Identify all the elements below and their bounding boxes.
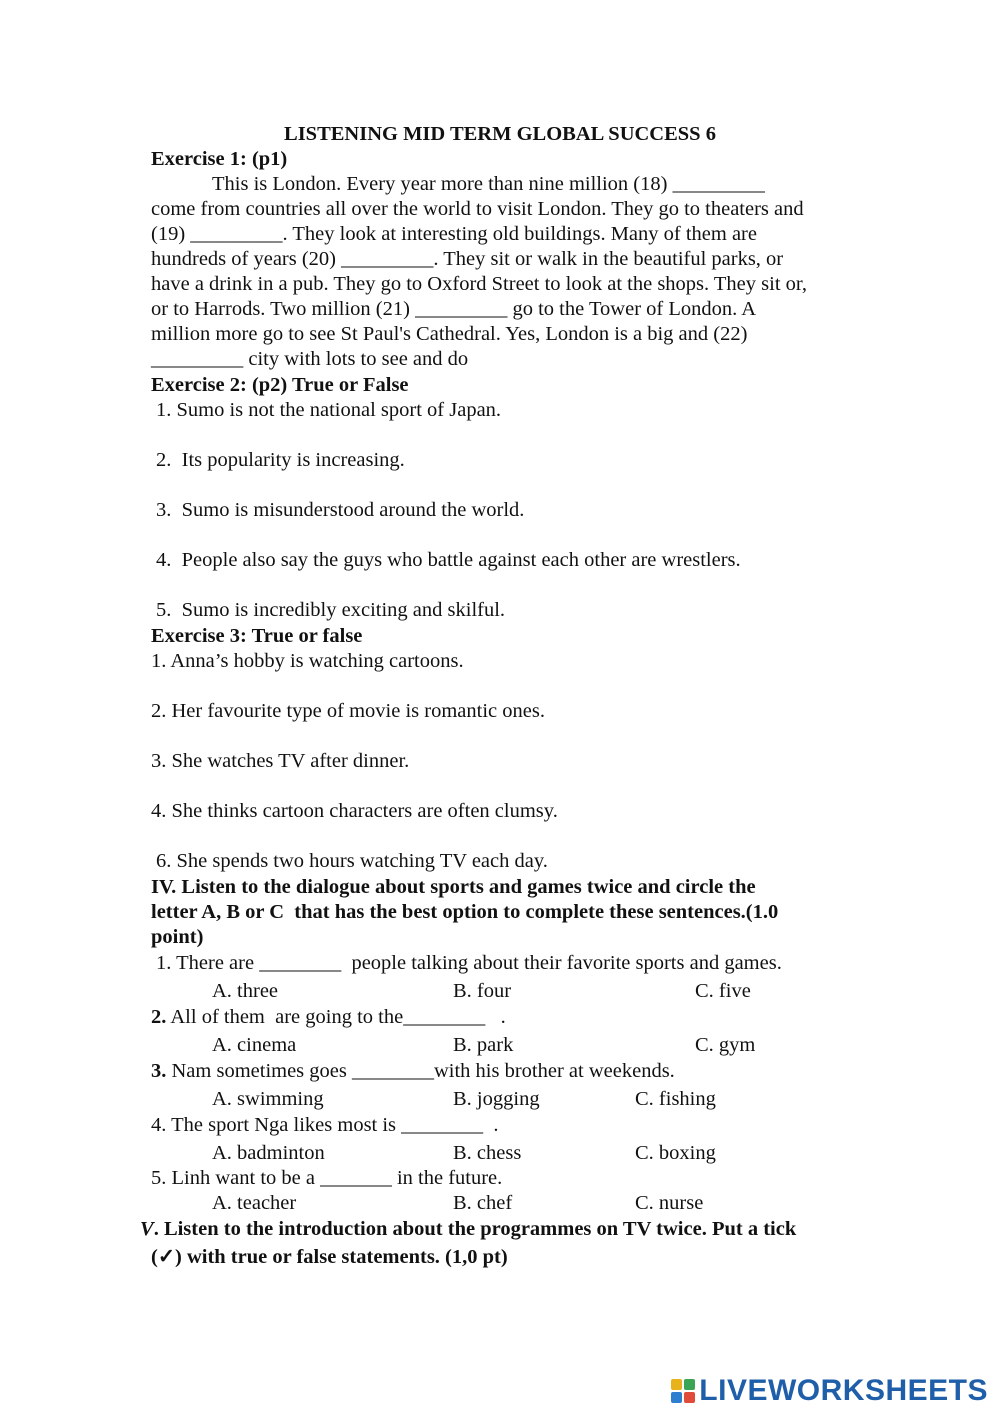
option-b[interactable]: B. chef	[453, 1192, 513, 1214]
question-number: 3.	[151, 1060, 167, 1082]
exercise-2-item: 5. Sumo is incredibly exciting and skilful.	[156, 599, 506, 621]
question-1	[156, 951, 782, 976]
question-number: 4.	[151, 1114, 167, 1136]
exercise-3-item: 3. She watches TV after dinner.	[151, 750, 410, 772]
option-c[interactable]: C. nurse	[635, 1192, 704, 1214]
question-5	[151, 1166, 502, 1191]
exercise-2-item: 2. Its popularity is increasing.	[156, 449, 405, 471]
option-b[interactable]: B. jogging	[453, 1088, 540, 1110]
section-numeral: V	[140, 1218, 154, 1240]
question-text: The sport Nga likes most is ________ .	[166, 1114, 499, 1136]
question-3	[151, 1059, 675, 1084]
option-a[interactable]: A. badminton	[212, 1142, 325, 1164]
liveworksheets-logo-icon	[671, 1379, 695, 1403]
liveworksheets-logo-text: LIVEWORKSHEETS	[699, 1374, 988, 1407]
option-c[interactable]: C. five	[695, 980, 751, 1002]
exercise-1-line: hundreds of years (20) _________. They sit or walk in the beautiful parks, or	[151, 248, 784, 270]
exercise-1-heading: Exercise 1: (p1)	[151, 148, 288, 170]
option-a[interactable]: A. teacher	[212, 1192, 297, 1214]
option-c[interactable]: C. fishing	[635, 1088, 716, 1110]
question-number: 2.	[151, 1006, 167, 1028]
exercise-2-heading: Exercise 2: (p2) True or False	[151, 374, 409, 396]
option-c[interactable]: C. boxing	[635, 1142, 716, 1164]
exercise-3-item: 2. Her favourite type of movie is romantic ones.	[151, 700, 545, 722]
exercise-5-heading	[140, 1217, 796, 1242]
exercise-2-item: 4. People also say the guys who battle against each other are wrestlers.	[156, 549, 741, 571]
heading-text: . Listen to the introduction about the programmes on TV twice. Put a tick	[153, 1218, 797, 1240]
question-4	[151, 1113, 499, 1138]
exercise-2-item: 1. Sumo is not the national sport of Japan.	[156, 399, 502, 421]
exercise-1-line: This is London. Every year more than nine million (18) _________	[212, 173, 765, 195]
exercise-1-line: million more go to see St Paul's Cathedral. Yes, London is a big and (22)	[151, 323, 748, 345]
question-text: Nam sometimes goes ________with his brother at weekends.	[166, 1060, 675, 1082]
option-a[interactable]: A. three	[212, 980, 279, 1002]
exercise-4-heading: IV. Listen to the dialogue about sports and games twice and circle the	[151, 876, 756, 898]
option-a[interactable]: A. swimming	[212, 1088, 324, 1110]
question-text: There are ________ people talking about their favorite sports and games.	[171, 952, 782, 974]
question-text: Linh want to be a _______ in the future.	[166, 1167, 503, 1189]
exercise-1-line: come from countries all over the world to visit London. They go to theaters and	[151, 198, 804, 220]
exercise-4-heading: point)	[151, 926, 204, 948]
liveworksheets-logo	[671, 1374, 988, 1408]
exercise-3-item: 1. Anna’s hobby is watching cartoons.	[151, 650, 464, 672]
question-number: 1.	[156, 952, 172, 974]
exercise-3-item: 6. She spends two hours watching TV each day.	[156, 850, 548, 872]
option-b[interactable]: B. four	[453, 980, 512, 1002]
option-b[interactable]: B. chess	[453, 1142, 522, 1164]
exercise-2-item: 3. Sumo is misunderstood around the world.	[156, 499, 525, 521]
exercise-3-heading: Exercise 3: True or false	[151, 625, 363, 647]
option-a[interactable]: A. cinema	[212, 1034, 297, 1056]
option-c[interactable]: C. gym	[695, 1034, 756, 1056]
question-2	[151, 1005, 506, 1030]
exercise-4-heading: letter A, B or C that has the best option to complete these sentences.(1.0	[151, 901, 779, 923]
exercise-1-line: (19) _________. They look at interesting old buildings. Many of them are	[151, 223, 757, 245]
page-title: LISTENING MID TERM GLOBAL SUCCESS 6	[284, 123, 716, 145]
exercise-5-heading-line2: (✓) with true or false statements. (1,0 pt)	[151, 1246, 508, 1268]
option-b[interactable]: B. park	[453, 1034, 514, 1056]
question-number: 5.	[151, 1167, 167, 1189]
exercise-1-line: have a drink in a pub. They go to Oxford Street to look at the shops. They sit or,	[151, 273, 808, 295]
exercise-1-line: _________ city with lots to see and do	[151, 348, 469, 370]
exercise-1-line: or to Harrods. Two million (21) _________ go to the Tower of London. A	[151, 298, 757, 320]
exercise-3-item: 4. She thinks cartoon characters are often clumsy.	[151, 800, 558, 822]
question-text: All of them are going to the________ .	[166, 1006, 506, 1028]
